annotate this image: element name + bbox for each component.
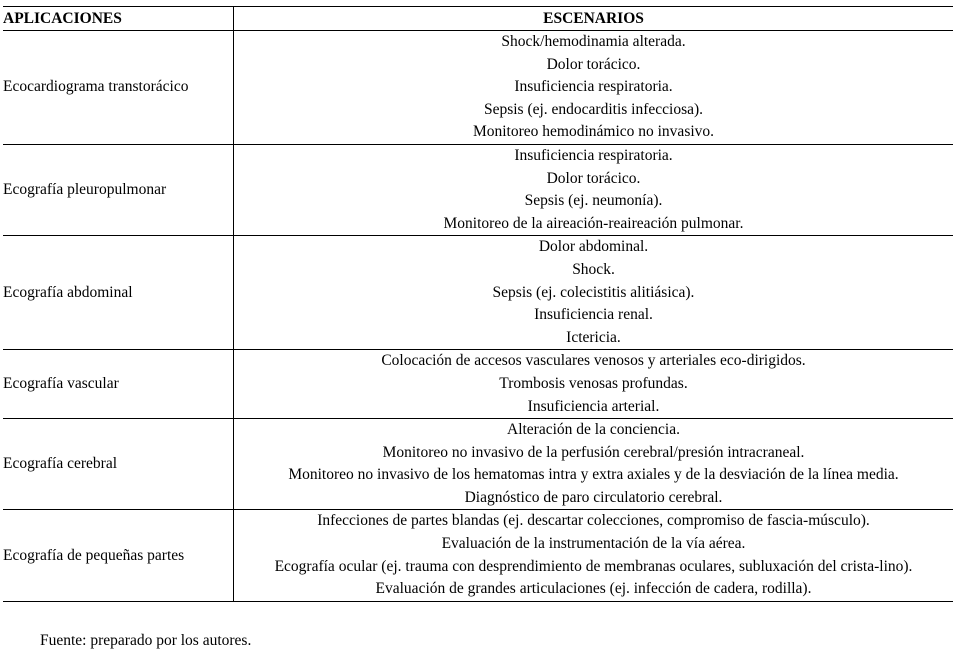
header-scenarios: ESCENARIOS bbox=[234, 7, 954, 31]
scenario-item: Trombosis venosas profundas. bbox=[499, 374, 688, 392]
scenario-item: Insuficiencia respiratoria. bbox=[514, 146, 673, 164]
scenario-item: Dolor abdominal. bbox=[538, 238, 649, 256]
table-header-row bbox=[3, 7, 953, 31]
application-cell: Ecocardiograma transtorácico bbox=[3, 31, 234, 145]
table-row bbox=[3, 350, 953, 419]
scenario-item: Monitoreo hemodinámico no invasivo. bbox=[472, 123, 715, 141]
scenario-item: Diagnóstico de paro circulatorio cerebral. bbox=[464, 488, 723, 506]
scenarios-cell bbox=[234, 510, 954, 601]
table-row bbox=[3, 510, 953, 601]
scenario-item: Insuficiencia respiratoria. bbox=[514, 78, 673, 96]
application-cell: Ecografía abdominal bbox=[3, 236, 234, 350]
scenario-item: Monitoreo de la aireación-reaireación pulmonar. bbox=[443, 214, 744, 232]
scenario-item: Infecciones de partes blandas (ej. descartar colecciones, compromiso de fascia-músculo). bbox=[317, 512, 870, 530]
scenarios-cell bbox=[234, 144, 954, 235]
scenario-item: Dolor torácico. bbox=[546, 55, 641, 73]
scenario-item: Shock/hemodinamia alterada. bbox=[501, 33, 686, 50]
application-cell: Ecografía vascular bbox=[3, 350, 234, 419]
scenario-item: Insuficiencia arterial. bbox=[527, 397, 660, 415]
scenario-item: Sepsis (ej. neumonía). bbox=[524, 192, 663, 210]
scenarios-cell bbox=[234, 236, 954, 350]
scenario-item: Colocación de accesos vasculares venosos y arteriales eco-dirigidos. bbox=[381, 352, 806, 370]
table-row bbox=[3, 419, 953, 510]
application-cell: Ecografía pleuropulmonar bbox=[3, 144, 234, 235]
application-cell: Ecografía de pequeñas partes bbox=[3, 510, 234, 601]
scenario-item: Monitoreo no invasivo de la perfusión cerebral/presión intracraneal. bbox=[382, 443, 805, 461]
scenario-item: Dolor torácico. bbox=[546, 169, 641, 187]
applications-table bbox=[3, 6, 953, 602]
scenario-item: Sepsis (ej. endocarditis infecciosa). bbox=[483, 100, 704, 118]
header-applications: APLICACIONES bbox=[3, 7, 234, 31]
scenario-item: Sepsis (ej. colecistitis alitiásica). bbox=[492, 283, 695, 301]
scenario-item: Monitoreo no invasivo de los hematomas intra y extra axiales y de la desviación de la línea media. bbox=[288, 466, 899, 484]
scenario-item: Evaluación de la instrumentación de la vía aérea. bbox=[441, 535, 746, 553]
table-row bbox=[3, 144, 953, 235]
application-cell: Ecografía cerebral bbox=[3, 419, 234, 510]
scenarios-cell bbox=[234, 31, 954, 145]
table-row bbox=[3, 31, 953, 145]
table-row bbox=[3, 236, 953, 350]
scenario-item: Alteración de la conciencia. bbox=[507, 421, 680, 439]
scenario-item: Ecografía ocular (ej. trauma con desprendimiento de membranas oculares, subluxación del crista-lino). bbox=[274, 557, 913, 575]
scenarios-cell bbox=[234, 350, 954, 419]
source-note: Fuente: preparado por los autores. bbox=[40, 632, 252, 649]
scenario-item: Insuficiencia renal. bbox=[534, 306, 653, 324]
scenarios-cell bbox=[234, 419, 954, 510]
scenario-item: Evaluación de grandes articulaciones (ej. infección de cadera, rodilla). bbox=[375, 580, 812, 598]
scenario-item: Ictericia. bbox=[566, 328, 621, 346]
scenario-item: Shock. bbox=[572, 260, 615, 278]
